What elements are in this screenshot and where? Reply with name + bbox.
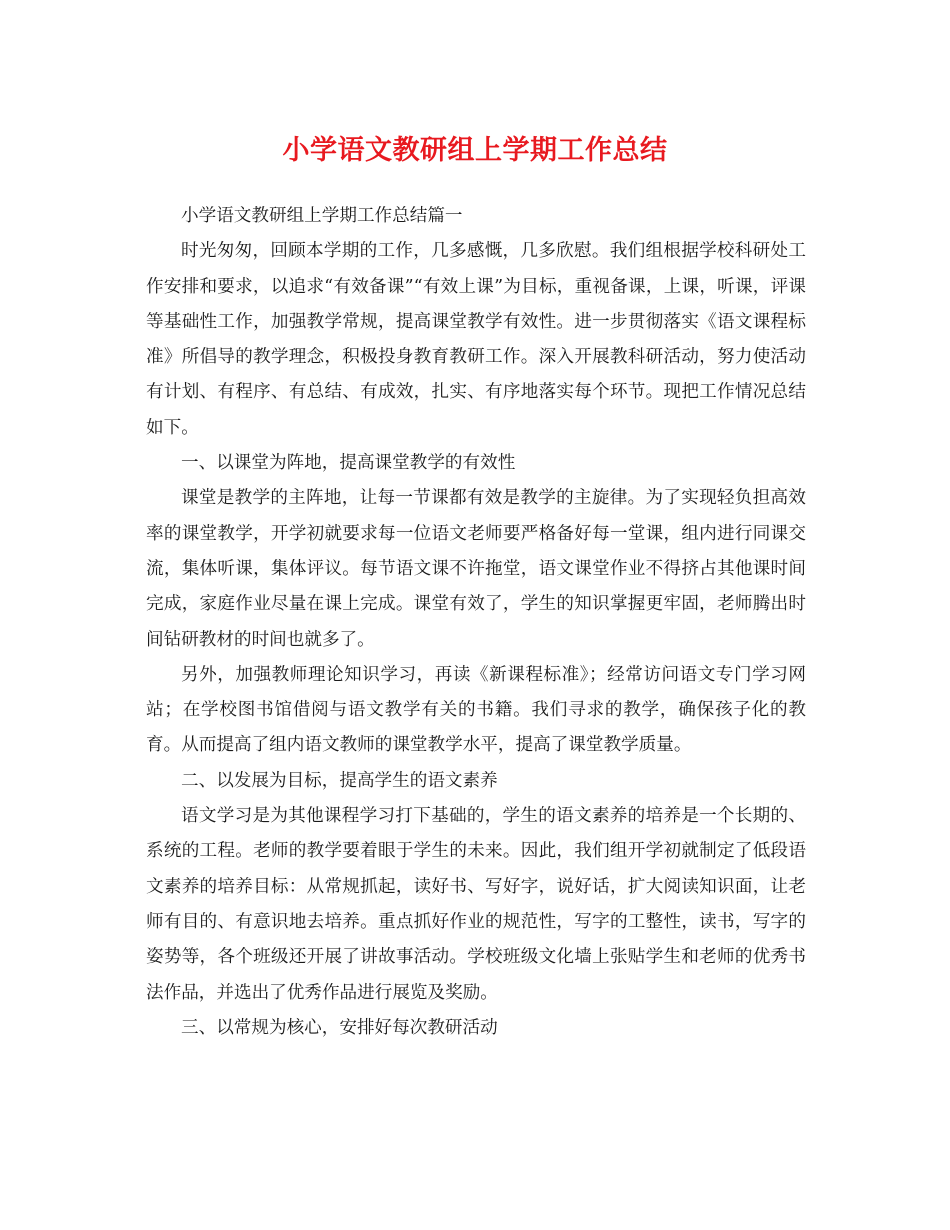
section-subtitle: 小学语文教研组上学期工作总结篇一 [181,206,463,226]
paragraph-intro: 时光匆匆，回顾本学期的工作，几多感慨，几多欣慰。我们组根据学校科研处工作安排和要求，以追求“有效备课”“有效上课”为目标，重视备课，上课，听课，评课等基础性工作，加强教学常规，提高课堂教学有效性。进一步贯彻落实《语文课程标准》所倡导的教学理念，积极投身教育教研工作。深入开展教科研活动，努力使活动有计划、有程序、有总结、有成效，扎实、有序地落实每个环节。现把工作情况总结如下。 [146,241,806,438]
section-heading-2: 二、以发展为目标，提高学生的语文素养 [181,770,498,791]
paragraph-literacy: 语文学习是为其他课程学习打下基础的，学生的语文素养的培养是一个长期的、系统的工程。老师的教学要着眼于学生的未来。因此，我们组开学初就制定了低段语文素养的培养目标：从常规抓起，读好书、写好字，说好话，扩大阅读知识面，让老师有目的、有意识地去培养。重点抓好作业的规范性，写字的工整性，读书，写字的姿势等，各个班级还开展了讲故事活动。学校班级文化墙上张贴学生和老师的优秀书法作品，并选出了优秀作品进行展览及奖励。 [146,806,806,1003]
section-heading-3: 三、以常规为核心，安排好每次教研活动 [181,1017,498,1038]
section-heading-1: 一、以课堂为阵地，提高课堂教学的有效性 [181,453,516,474]
paragraph-classroom: 课堂是教学的主阵地，让每一节课都有效是教学的主旋律。为了实现轻负担高效率的课堂教学，开学初就要求每一位语文老师要严格备好每一堂课，组内进行同课交流，集体听课，集体评议。每节语文课不许拖堂，语文课堂作业不得挤占其他课时间完成，家庭作业尽量在课上完成。课堂有效了，学生的知识掌握更牢固，老师腾出时间钻研教材的时间也就多了。 [146,488,806,650]
document-title: 小学语文教研组上学期工作总结 [282,135,668,166]
paragraph-theory: 另外，加强教师理论知识学习，再读《新课程标准》；经常访问语文专门学习网站；在学校图书馆借阅与语文教学有关的书籍。我们寻求的教学，确保孩子化的教育。从而提高了组内语文教师的课堂教学水平，提高了课堂教学质量。 [146,664,806,756]
document-body [146,199,806,1046]
